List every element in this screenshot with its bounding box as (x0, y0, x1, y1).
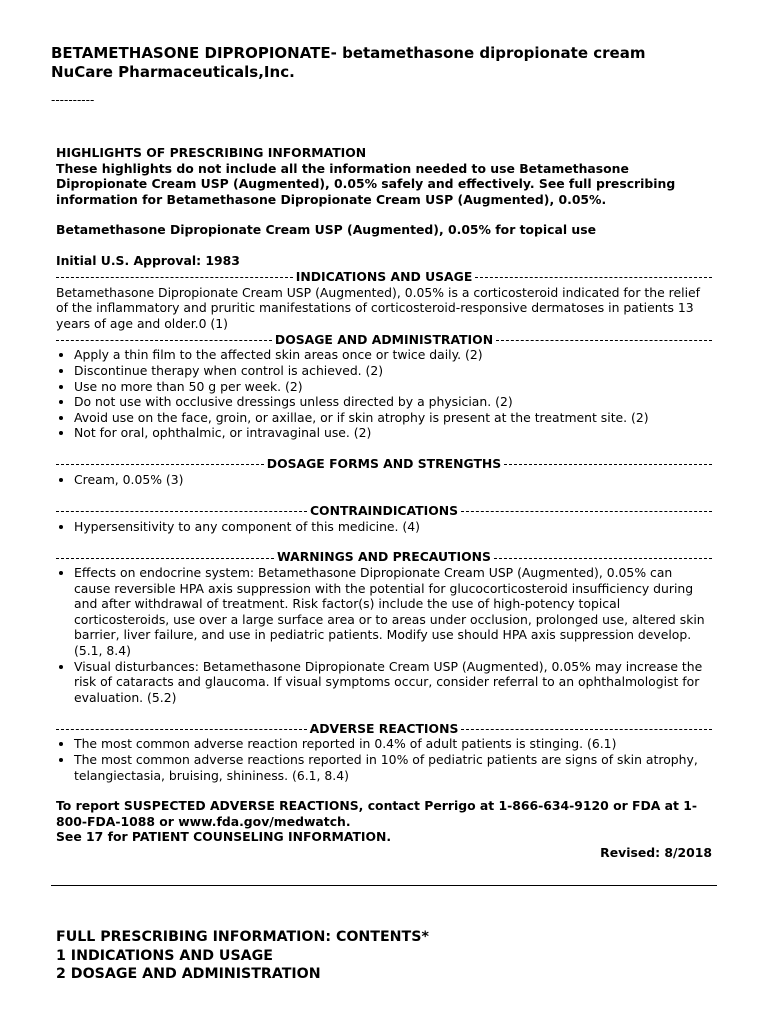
section-header-dosage (56, 331, 712, 347)
list-item: • Hypersensitivity to any component of this medicine. (4) (74, 519, 712, 535)
highlights-box (56, 145, 712, 861)
section-header-forms (56, 456, 712, 472)
forms-list (56, 472, 712, 488)
list-item: • Cream, 0.05% (3) (74, 472, 712, 488)
contents-heading: FULL PRESCRIBING INFORMATION: CONTENTS* (56, 929, 429, 945)
revised-date: Revised: 8/2018 (600, 845, 712, 860)
section-header-contraindications (56, 503, 712, 519)
highlights-disclaimer: These highlights do not include all the information needed to use Betamethasone Dipropionate Cream USP (Augmented), 0.05% safely and effectively. See full prescribing information for Betamethasone Dipropionate Cream USP (Augmented), 0.05%. (56, 160, 676, 207)
dash-separator: ---------- (51, 93, 95, 107)
product-line: Betamethasone Dipropionate Cream USP (Augmented), 0.05% for topical use (56, 222, 597, 238)
section-title: WARNINGS AND PRECAUTIONS (277, 549, 491, 565)
dosage-list (56, 347, 712, 441)
contents-block (56, 928, 716, 984)
counseling-text: See 17 for PATIENT COUNSELING INFORMATION. (56, 829, 392, 845)
section-title: CONTRAINDICATIONS (309, 502, 459, 518)
section-title: DOSAGE AND ADMINISTRATION (274, 331, 494, 347)
section-header-indications (56, 269, 712, 285)
document-title (51, 44, 731, 82)
contents-link-dosage[interactable]: 2 DOSAGE AND ADMINISTRATION (56, 966, 321, 982)
list-item: • Do not use with occlusive dressings unless directed by a physician. (2) (74, 394, 712, 410)
list-item: • The most common adverse reaction reported in 0.4% of adult patients is stinging. (6.1) (74, 736, 712, 752)
section-header-warnings (56, 549, 712, 565)
highlights-heading: HIGHLIGHTS OF PRESCRIBING INFORMATION (56, 145, 367, 160)
list-item: • Discontinue therapy when control is achieved. (2) (74, 363, 712, 379)
report-text: To report SUSPECTED ADVERSE REACTIONS, contact Perrigo at 1-866-634-9120 or FDA at 1-800-FDA-1088 or www.fda.gov/medwatch. (56, 798, 698, 829)
list-item: • Use no more than 50 g per week. (2) (74, 379, 712, 395)
list-item: • Avoid use on the face, groin, or axillae, or if skin atrophy is present at the treatment site. (2) (74, 410, 712, 426)
contents-link-indications[interactable]: 1 INDICATIONS AND USAGE (56, 947, 273, 964)
warnings-list (56, 565, 712, 705)
section-title: DOSAGE FORMS AND STRENGTHS (266, 456, 502, 472)
list-item: • Visual disturbances: Betamethasone Dipropionate Cream USP (Augmented), 0.05% may increase the risk of cataracts and glaucoma. If visual symptoms occur, consider referral to an ophthalmologist for evaluation. (5.2) (74, 659, 712, 706)
section-title: INDICATIONS AND USAGE (295, 268, 473, 284)
list-item: • The most common adverse reactions reported in 10% of pediatric patients are signs of skin atrophy, telangiectasia, bruising, shininess. (6.1, 8.4) (74, 752, 712, 783)
section-title: ADVERSE REACTIONS (309, 720, 459, 736)
list-item: • Not for oral, ophthalmic, or intravaginal use. (2) (74, 425, 712, 441)
manufacturer-name: NuCare Pharmaceuticals,Inc. (51, 63, 295, 81)
adverse-list (56, 736, 712, 783)
divider (51, 885, 717, 886)
approval-line: Initial U.S. Approval: 1983 (56, 252, 240, 268)
section-header-adverse (56, 720, 712, 736)
list-item: • Apply a thin film to the affected skin areas once or twice daily. (2) (74, 347, 712, 363)
indications-text: Betamethasone Dipropionate Cream USP (Augmented), 0.05% is a corticosteroid indicated for the relief of the inflammatory and pruritic manifestations of corticosteroid-responsive dermatoses in patients 13 years of age and older.0 (1) (56, 284, 700, 331)
contraindications-list (56, 519, 712, 535)
drug-title: BETAMETHASONE DIPROPIONATE- betamethasone dipropionate cream (51, 44, 646, 62)
list-item: • Effects on endocrine system: Betamethasone Dipropionate Cream USP (Augmented), 0.05% can cause reversible HPA axis suppression with the potential for glucocorticosteroid insufficiency during and after withdrawal of treatment. Risk factor(s) include the use of high-potency topical corticosteroids, use over a large surface area or to areas under occlusion, prolonged use, altered skin barrier, liver failure, and use in pediatric patients. Modify use should HPA axis suppression develop. (5.1, 8.4) (74, 565, 712, 659)
